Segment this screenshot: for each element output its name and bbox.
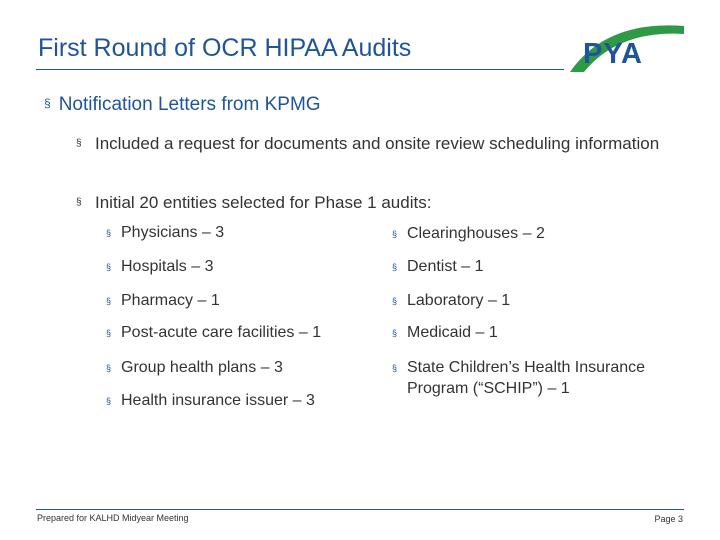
list-item-text: Physicians – 3 — [121, 224, 225, 241]
bullet-marker: § — [106, 262, 112, 272]
bullet-text: Included a request for documents and onsite review scheduling information — [95, 134, 660, 153]
bullet-marker: § — [392, 363, 398, 373]
page-number: Page 3 — [654, 514, 683, 524]
footer-divider — [36, 509, 684, 510]
bullet-marker: § — [106, 228, 112, 238]
list-item-text: Pharmacy – 1 — [121, 292, 220, 309]
list-item-text: Clearinghouses – 2 — [407, 225, 545, 242]
list-item-medicaid — [392, 322, 692, 343]
list-item-group-health-plans — [106, 357, 376, 378]
list-item-clearinghouses — [392, 223, 692, 244]
pya-logo-text: PYA — [583, 38, 643, 70]
title-divider — [36, 69, 564, 70]
bullet-marker: § — [76, 138, 82, 149]
slide-title: First Round of OCR HIPAA Audits — [38, 34, 412, 62]
bullet-initial-entities — [76, 192, 676, 214]
bullet-marker: § — [44, 96, 51, 110]
list-item-hospitals — [106, 256, 376, 277]
bullet-text: Initial 20 entities selected for Phase 1 audits: — [95, 193, 432, 212]
bullet-marker: § — [392, 328, 398, 338]
list-item-text: Post-acute care facilities – 1 — [121, 324, 322, 341]
list-item-pharmacy — [106, 290, 376, 311]
list-item-post-acute — [106, 322, 376, 343]
list-item-text: Hospitals – 3 — [121, 258, 214, 275]
list-item-laboratory — [392, 290, 692, 311]
list-item-text: Dentist – 1 — [407, 258, 484, 275]
list-item-text: Laboratory – 1 — [407, 292, 511, 309]
bullet-marker: § — [106, 396, 112, 406]
list-item-text: Group health plans – 3 — [121, 359, 283, 376]
bullet-marker: § — [392, 296, 398, 306]
footer-meeting-label: Prepared for KALHD Midyear Meeting — [37, 513, 189, 523]
list-item-text: Medicaid – 1 — [407, 324, 498, 341]
bullet-marker: § — [392, 229, 398, 239]
bullet-marker: § — [76, 197, 82, 208]
list-item-schip — [392, 357, 692, 399]
bullet-notification-letters — [44, 94, 321, 116]
list-item-text: State Children’s Health Insurance Program (“SCHIP”) – 1 — [407, 359, 646, 397]
bullet-text: Notification Letters from KPMG — [58, 94, 321, 115]
list-item-dentist — [392, 256, 692, 277]
bullet-marker: § — [106, 363, 112, 373]
list-item-health-insurance-issuer — [106, 390, 376, 411]
list-item-text: Health insurance issuer – 3 — [121, 392, 315, 409]
bullet-included-request — [76, 133, 676, 155]
list-item-physicians — [106, 222, 376, 243]
bullet-marker: § — [392, 262, 398, 272]
bullet-marker: § — [106, 328, 112, 338]
bullet-marker: § — [106, 296, 112, 306]
